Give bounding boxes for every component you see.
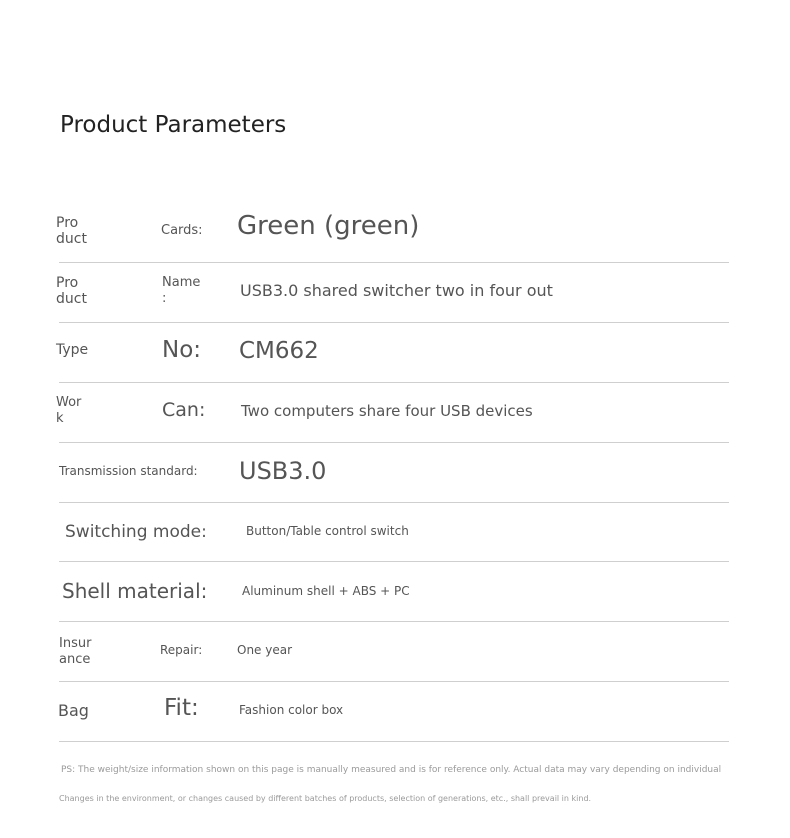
- label-line-1: Wor: [56, 395, 82, 410]
- param-row-standard: [0, 443, 790, 503]
- label-line-2: duct: [56, 291, 87, 307]
- param-label: Fit:: [164, 695, 199, 721]
- param-label: [162, 275, 200, 307]
- param-label-prefix: [59, 636, 91, 668]
- param-label-prefix: [56, 275, 87, 307]
- param-label: No:: [162, 337, 202, 363]
- param-value: Two computers share four USB devices: [241, 402, 533, 420]
- param-row-warranty: [0, 622, 790, 682]
- label-line-1: Insur: [59, 636, 92, 651]
- param-label-prefix: Type: [56, 342, 89, 358]
- param-value: Fashion color box: [239, 703, 344, 717]
- param-row-color: [0, 203, 790, 263]
- param-value: USB3.0 shared switcher two in four out: [240, 281, 553, 300]
- param-label: Cards:: [161, 223, 203, 238]
- param-label-prefix: Bag: [58, 701, 89, 720]
- page-title: Product Parameters: [60, 112, 287, 138]
- param-value: CM662: [239, 338, 319, 364]
- param-label: Can:: [162, 399, 206, 421]
- label-line-2: duct: [56, 231, 87, 247]
- param-value: Green (green): [237, 211, 420, 241]
- param-row-packaging: [0, 682, 790, 742]
- label-line-2: k: [56, 411, 64, 426]
- param-label-prefix: [56, 215, 87, 247]
- param-label: Switching mode:: [65, 522, 207, 542]
- label-line-2: ance: [59, 652, 91, 667]
- param-label: Transmission standard:: [59, 464, 198, 478]
- param-value: Button/Table control switch: [246, 524, 409, 538]
- param-label-prefix: [56, 395, 81, 427]
- label-line-2: :: [162, 291, 167, 306]
- param-value: Aluminum shell + ABS + PC: [242, 584, 410, 598]
- param-row-model: [0, 323, 790, 383]
- param-row-material: [0, 562, 790, 622]
- param-value: USB3.0: [239, 457, 327, 485]
- param-label: Repair:: [160, 643, 203, 657]
- row-divider: [59, 741, 729, 742]
- param-label: Shell material:: [62, 579, 208, 603]
- param-value: One year: [237, 643, 293, 657]
- label-line-1: Pro: [56, 275, 79, 291]
- disclaimer-line-2: Changes in the environment, or changes caused by different batches of products, selection of generations, etc., shall prevail in kind.: [59, 794, 592, 803]
- param-row-switching: [0, 503, 790, 563]
- param-row-function: [0, 383, 790, 443]
- label-line-1: Pro: [56, 215, 79, 231]
- param-row-name: [0, 263, 790, 323]
- label-line-1: Name: [162, 275, 201, 290]
- disclaimer-line-1: PS: The weight/size information shown on this page is manually measured and is for reference only. Actual data may vary depending on individual: [61, 765, 722, 775]
